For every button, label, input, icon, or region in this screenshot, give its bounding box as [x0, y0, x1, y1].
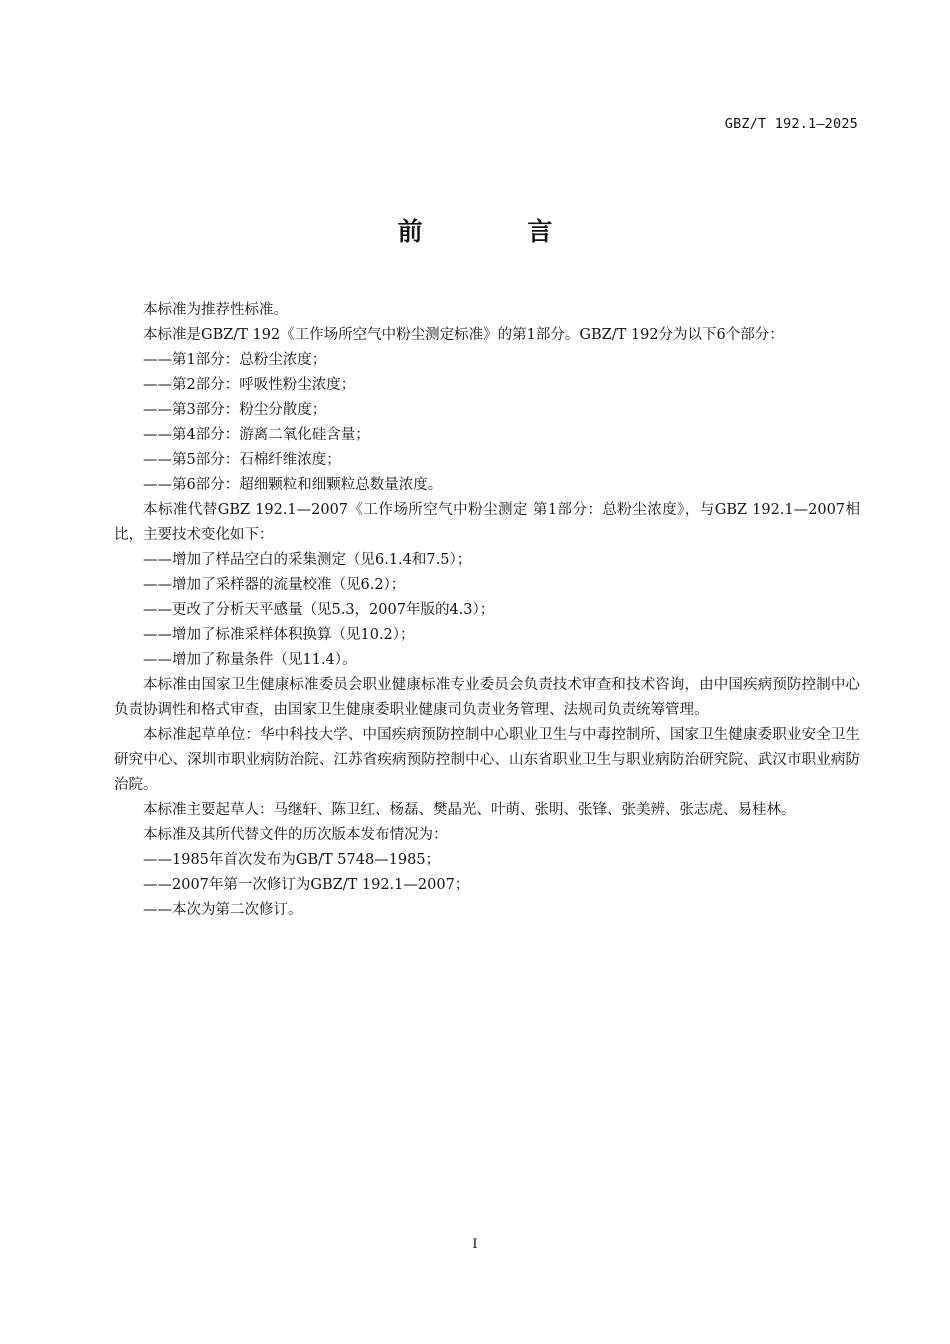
list-item: ——增加了样品空白的采集测定（见6.1.4和7.5）； [143, 552, 472, 568]
list-item: ——增加了采样器的流量校准（见6.2）； [143, 577, 406, 593]
list-item: ——第5部分：石棉纤维浓度； [143, 452, 341, 468]
list-item: ——本次为第二次修订。 [143, 902, 303, 918]
list-item: ——第6部分：超细颗粒和细颗粒总数量浓度。 [143, 477, 443, 493]
paragraph-recommendation: 本标准为推荐性标准。 [143, 302, 288, 318]
list-item: ——1985年首次发布为GB/T 5748—1985； [143, 852, 441, 868]
list-item: ——增加了称量条件（见11.4）。 [143, 652, 357, 668]
list-item: ——第3部分：粉尘分散度； [143, 402, 327, 418]
paragraph-replacement: 本标准代替GBZ 192.1—2007《工作场所空气中粉尘测定 第1部分：总粉尘浓度》，与GBZ 192.1—2007相比，主要技术变化如下： [114, 502, 860, 543]
paragraph-history-intro: 本标准及其所代替文件的历次版本发布情况为： [143, 827, 448, 843]
paragraph-drafters: 本标准主要起草人：马继轩、陈卫红、杨磊、樊晶光、叶萌、张明、张锋、张美辨、张志虎、易桂林。 [143, 802, 796, 818]
document-body [114, 298, 860, 923]
paragraph-structure: 本标准是GBZ/T 192《工作场所空气中粉尘测定标准》的第1部分。GBZ/T 192分为以下6个部分： [143, 327, 784, 343]
page-title: 前 言 [397, 217, 601, 246]
list-item: ——第1部分：总粉尘浓度； [143, 352, 327, 368]
page-number: I [472, 1237, 478, 1252]
history-list [114, 848, 860, 923]
list-item: ——第2部分：呼吸性粉尘浓度； [143, 377, 356, 393]
list-item: ——更改了分析天平感量（见5.3，2007年版的4.3）； [143, 602, 495, 618]
standard-code: GBZ/T 192.1—2025 [724, 116, 858, 132]
list-item: ——第4部分：游离二氧化硅含量； [143, 427, 370, 443]
list-item: ——增加了标准采样体积换算（见10.2）； [143, 627, 415, 643]
paragraph-review: 本标准由国家卫生健康标准委员会职业健康标准专业委员会负责技术审查和技术咨询，由中国疾病预防控制中心负责协调性和格式审查，由国家卫生健康委职业健康司负责业务管理、法规司负责统筹管理。 [114, 677, 860, 718]
paragraph-drafting-units: 本标准起草单位：华中科技大学、中国疾病预防控制中心职业卫生与中毒控制所、国家卫生健康委职业安全卫生研究中心、深圳市职业病防治院、江苏省疾病预防控制中心、山东省职业卫生与职业病防治研究院、武汉市职业病防治院。 [114, 727, 860, 793]
parts-list [114, 348, 860, 498]
list-item: ——2007年第一次修订为GBZ/T 192.1—2007； [143, 877, 470, 893]
changes-list [114, 548, 860, 673]
